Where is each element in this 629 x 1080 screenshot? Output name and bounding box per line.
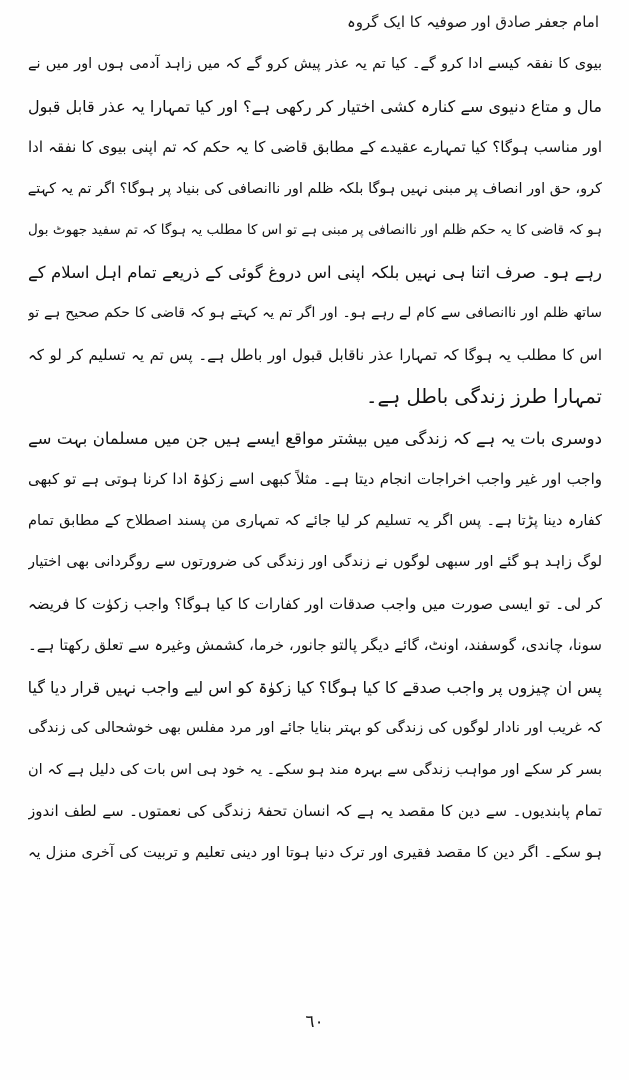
text-line: پس ان چیزوں پر واجب صدقے کا کیا ہوگا؟ کیا زکوٰۃ کو اس لیے واجب نہیں قرار دیا گیا — [28, 677, 602, 697]
text-line: تمام پابندیوں۔ سے دین کا مقصد یہ ہے کہ انسان تحفۂ زندگی کی نعمتوں۔ سے لطف اندوز — [28, 802, 602, 820]
text-line: رہے ہو۔ صرف اتنا ہی نہیں بلکہ اپنی اس دروغ گوئی کے ذریعے تمام اہل اسلام کے — [28, 262, 602, 282]
text-line: کرو، حق اور انصاف پر مبنی نہیں ہوگا بلکہ ظلم اور ناانصافی کی بنیاد پر ہوگا؟ اگر تم یہ کہتے — [28, 180, 602, 197]
text-line: ساتھ ظلم اور ناانصافی سے کام لے رہے ہو۔ اور اگر تم یہ کہتے ہو کہ قاضی کا حکم صحیح ہے تو — [28, 305, 602, 321]
text-line: اور مناسب ہوگا؟ کیا تمہارے عقیدے کے مطابق قاضی کا یہ حکم کہ تم اپنی بیوی کا نفقہ ادا — [28, 138, 602, 156]
text-line: لوگ زاہد ہو گئے اور سبھی لوگوں نے زندگی اور زندگی کی ضرورتوں سے روگردانی بھی اختیار — [28, 554, 602, 570]
text-line: کفارہ دینا پڑتا ہے۔ پس اگر یہ تسلیم کر لیا جائے کہ تمہاری من پسند اصطلاح کے مطابق تمام — [28, 512, 602, 529]
text-line: ہو سکے۔ اگر دین کا مقصد فقیری اور ترک دنیا ہوتا اور دینی تعلیم و تربیت کی آخری منزل یہ — [28, 844, 602, 861]
paragraph-1 — [28, 44, 602, 418]
text-line: کہ غریب اور نادار لوگوں کی زندگی کو بہتر بنایا جائے اور مرد مفلس بھی خوشحالی کی زندگی — [28, 720, 602, 736]
text-line: بیوی کا نفقہ کیسے ادا کرو گے۔ کیا تم یہ عذر پیش کرو گے کہ میں زاہد آدمی ہوں اور میں نے — [28, 56, 602, 72]
page-number: ٦٠ — [305, 1012, 324, 1032]
body-text — [28, 44, 602, 874]
text-line: تمہارا طرز زندگی باطل ہے۔ — [366, 385, 602, 408]
text-line: بسر کر سکے اور مواہب زندگی سے بہرہ مند ہو سکے۔ یہ خود ہی اس بات کی دلیل ہے کہ ان — [28, 761, 602, 778]
text-line: کر لی۔ تو ایسی صورت میں واجب صدقات اور کفارات کا کیا ہوگا؟ واجب زکوٰت کا فریضہ — [28, 594, 602, 613]
text-line: واجب اور غیر واجب اخراجات انجام دیتا ہے۔ مثلاً کبھی اسے زکوٰۃ ادا کرنا ہوتی ہے تو کبھی — [28, 470, 602, 488]
text-line: سونا، چاندی، گوسفند، اونٹ، گائے دیگر پالتو جانور، خرما، کشمش وغیرہ سے تعلق رکھتا ہے۔ — [28, 636, 602, 654]
text-line: دوسری بات یہ ہے کہ زندگی میں بیشتر مواقع ایسے ہیں جن میں مسلمان بہت سے — [28, 428, 602, 448]
text-line: ہو کہ قاضی کا یہ حکم ظلم اور ناانصافی پر مبنی ہے تو اس کا مطلب یہ ہوگا کہ تم سفید جھوٹ بول — [28, 222, 602, 238]
running-header: امام جعفر صادق اور صوفیہ کا ایک گروہ — [347, 13, 599, 31]
text-line: مال و متاع دنیوی سے کنارہ کشی اختیار کر رکھی ہے؟ اور کیا تمہارا یہ عذر قابل قبول — [28, 96, 602, 116]
text-line: اس کا مطلب یہ ہوگا کہ تمہارا عذر ناقابل قبول اور باطل ہے۔ پس تم یہ تسلیم کر لو کہ — [28, 345, 602, 364]
paragraph-2 — [28, 418, 602, 875]
